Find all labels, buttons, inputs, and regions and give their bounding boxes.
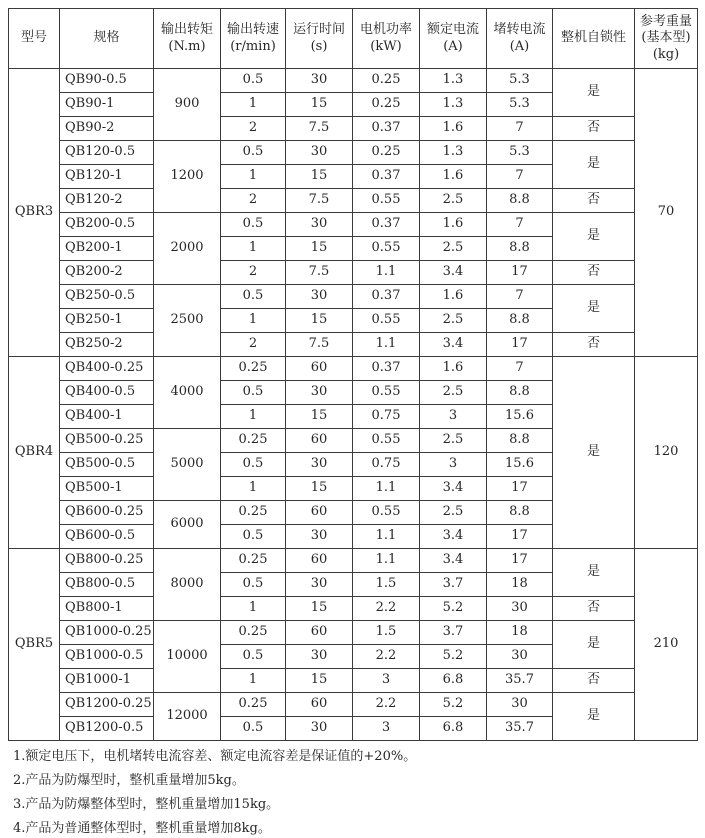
locked-current-cell: 17	[487, 525, 553, 549]
spec-cell: QB90-2	[60, 117, 154, 141]
col-header-self-lock	[553, 9, 635, 69]
power-cell: 0.55	[353, 381, 420, 405]
speed-cell: 0.25	[221, 501, 286, 525]
rated-current-cell: 1.3	[420, 69, 487, 93]
locked-current-cell: 8.8	[487, 189, 553, 213]
time-cell: 15	[286, 237, 353, 261]
col-header-torque	[154, 9, 221, 69]
table-header	[9, 9, 698, 69]
spec-cell: QB500-0.25	[60, 429, 154, 453]
speed-cell: 0.5	[221, 453, 286, 477]
time-cell: 30	[286, 573, 353, 597]
locked-current-cell: 30	[487, 597, 553, 621]
locked-current-cell: 7	[487, 285, 553, 309]
col-header-spec	[60, 9, 154, 69]
spec-cell: QB400-1	[60, 405, 154, 429]
speed-cell: 0.5	[221, 381, 286, 405]
weight-cell: 120	[635, 357, 698, 549]
time-cell: 60	[286, 357, 353, 381]
power-cell: 1.5	[353, 621, 420, 645]
col-header-time	[286, 9, 353, 69]
power-cell: 0.55	[353, 429, 420, 453]
time-cell: 7.5	[286, 189, 353, 213]
spec-cell: QB800-1	[60, 597, 154, 621]
self-lock-cell: 否	[553, 117, 635, 141]
weight-cell: 210	[635, 549, 698, 741]
power-cell: 0.37	[353, 357, 420, 381]
time-cell: 15	[286, 669, 353, 693]
table-row	[9, 333, 698, 357]
self-lock-cell: 是	[553, 549, 635, 597]
time-cell: 30	[286, 381, 353, 405]
power-cell: 1.1	[353, 477, 420, 501]
speed-cell: 2	[221, 117, 286, 141]
footnote-3: 3.产品为防爆整体型时，整机重量增加15kg。	[13, 797, 280, 812]
power-cell: 0.37	[353, 213, 420, 237]
self-lock-cell: 是	[553, 285, 635, 333]
table-row	[9, 69, 698, 93]
power-cell: 2.2	[353, 597, 420, 621]
col-header-weight-line: 参考重量	[639, 14, 692, 30]
self-lock-cell: 否	[553, 333, 635, 357]
rated-current-cell: 3	[420, 453, 487, 477]
spec-cell: QB400-0.5	[60, 381, 154, 405]
locked-current-cell: 7	[487, 357, 553, 381]
rated-current-cell: 5.2	[420, 693, 487, 717]
torque-cell: 12000	[154, 693, 221, 741]
spec-cell: QB1000-0.25	[60, 621, 154, 645]
locked-current-cell: 18	[487, 573, 553, 597]
table-row	[9, 357, 698, 381]
speed-cell: 0.5	[221, 717, 286, 741]
time-cell: 30	[286, 717, 353, 741]
locked-current-cell: 35.7	[487, 717, 553, 741]
torque-cell: 10000	[154, 621, 221, 693]
table-row	[9, 189, 698, 213]
power-cell: 2.2	[353, 693, 420, 717]
col-header-weight	[635, 9, 698, 69]
spec-cell: QB200-0.5	[60, 213, 154, 237]
locked-current-cell: 8.8	[487, 309, 553, 333]
col-header-spec-line: 规格	[93, 30, 120, 46]
spec-cell: QB90-1	[60, 93, 154, 117]
speed-cell: 0.25	[221, 357, 286, 381]
rated-current-cell: 1.6	[420, 357, 487, 381]
col-header-time-line: 运行时间	[292, 22, 345, 38]
power-cell: 0.55	[353, 309, 420, 333]
time-cell: 30	[286, 645, 353, 669]
col-header-speed	[221, 9, 286, 69]
locked-current-cell: 30	[487, 645, 553, 669]
self-lock-cell: 否	[553, 669, 635, 693]
time-cell: 30	[286, 213, 353, 237]
power-cell: 3	[353, 669, 420, 693]
time-cell: 60	[286, 621, 353, 645]
col-header-weight-line: (kg)	[652, 46, 680, 62]
table-row	[9, 285, 698, 309]
time-cell: 30	[286, 141, 353, 165]
speed-cell: 1	[221, 309, 286, 333]
torque-cell: 1200	[154, 141, 221, 213]
self-lock-cell: 是	[553, 141, 635, 189]
col-header-time-line: (s)	[310, 38, 328, 54]
speed-cell: 1	[221, 405, 286, 429]
rated-current-cell: 2.5	[420, 429, 487, 453]
speed-cell: 0.5	[221, 69, 286, 93]
speed-cell: 0.5	[221, 573, 286, 597]
speed-cell: 1	[221, 165, 286, 189]
col-header-locked-current	[487, 9, 553, 69]
time-cell: 60	[286, 501, 353, 525]
col-header-power	[353, 9, 420, 69]
speed-cell: 1	[221, 237, 286, 261]
rated-current-cell: 6.8	[420, 717, 487, 741]
spec-cell: QB1000-1	[60, 669, 154, 693]
header-row	[9, 9, 698, 69]
rated-current-cell: 5.2	[420, 597, 487, 621]
rated-current-cell: 3.7	[420, 573, 487, 597]
torque-cell: 2000	[154, 213, 221, 285]
col-header-rated-current	[420, 9, 487, 69]
col-header-weight-line: (基本型)	[641, 30, 691, 46]
power-cell: 1.1	[353, 333, 420, 357]
power-cell: 0.25	[353, 69, 420, 93]
spec-cell: QB800-0.25	[60, 549, 154, 573]
speed-cell: 0.5	[221, 285, 286, 309]
locked-current-cell: 8.8	[487, 429, 553, 453]
locked-current-cell: 35.7	[487, 669, 553, 693]
spec-cell: QB120-1	[60, 165, 154, 189]
speed-cell: 2	[221, 333, 286, 357]
speed-cell: 2	[221, 189, 286, 213]
power-cell: 0.75	[353, 453, 420, 477]
table-row	[9, 597, 698, 621]
rated-current-cell: 1.3	[420, 141, 487, 165]
locked-current-cell: 8.8	[487, 501, 553, 525]
rated-current-cell: 1.6	[420, 117, 487, 141]
time-cell: 15	[286, 309, 353, 333]
self-lock-cell: 否	[553, 597, 635, 621]
torque-cell: 900	[154, 69, 221, 141]
rated-current-cell: 5.2	[420, 645, 487, 669]
rated-current-cell: 2.5	[420, 381, 487, 405]
rated-current-cell: 2.5	[420, 237, 487, 261]
power-cell: 3	[353, 717, 420, 741]
rated-current-cell: 6.8	[420, 669, 487, 693]
spec-cell: QB500-0.5	[60, 453, 154, 477]
locked-current-cell: 17	[487, 261, 553, 285]
self-lock-cell: 是	[553, 69, 635, 117]
power-cell: 0.25	[353, 93, 420, 117]
time-cell: 7.5	[286, 261, 353, 285]
torque-cell: 8000	[154, 549, 221, 621]
power-cell: 0.55	[353, 501, 420, 525]
time-cell: 30	[286, 525, 353, 549]
speed-cell: 0.25	[221, 693, 286, 717]
rated-current-cell: 2.5	[420, 501, 487, 525]
locked-current-cell: 18	[487, 621, 553, 645]
rated-current-cell: 3.4	[420, 477, 487, 501]
col-header-locked-current-line: 堵转电流	[493, 22, 546, 38]
power-cell: 1.1	[353, 549, 420, 573]
speed-cell: 0.5	[221, 141, 286, 165]
power-cell: 1.5	[353, 573, 420, 597]
speed-cell: 0.5	[221, 645, 286, 669]
spec-cell: QB90-0.5	[60, 69, 154, 93]
model-cell: QBR3	[9, 69, 60, 357]
table-row	[9, 621, 698, 645]
power-cell: 0.37	[353, 165, 420, 189]
spec-cell: QB200-1	[60, 237, 154, 261]
time-cell: 30	[286, 453, 353, 477]
locked-current-cell: 5.3	[487, 69, 553, 93]
spec-cell: QB1200-0.5	[60, 717, 154, 741]
time-cell: 15	[286, 477, 353, 501]
locked-current-cell: 8.8	[487, 237, 553, 261]
spec-cell: QB250-1	[60, 309, 154, 333]
speed-cell: 1	[221, 93, 286, 117]
power-cell: 2.2	[353, 645, 420, 669]
locked-current-cell: 7	[487, 117, 553, 141]
footnote-4: 4.产品为普通整体型时，整机重量增加8kg。	[13, 821, 271, 836]
table-row	[9, 117, 698, 141]
time-cell: 7.5	[286, 117, 353, 141]
spec-cell: QB600-0.5	[60, 525, 154, 549]
torque-cell: 5000	[154, 429, 221, 501]
col-header-self-lock-line: 整机自锁性	[560, 30, 626, 46]
col-header-rated-current-line: 额定电流	[426, 22, 479, 38]
model-cell: QBR4	[9, 357, 60, 549]
time-cell: 15	[286, 405, 353, 429]
weight-cell: 70	[635, 69, 698, 357]
spec-cell: QB200-2	[60, 261, 154, 285]
power-cell: 0.75	[353, 405, 420, 429]
time-cell: 15	[286, 165, 353, 189]
table-row	[9, 693, 698, 717]
locked-current-cell: 15.6	[487, 453, 553, 477]
rated-current-cell: 3.4	[420, 333, 487, 357]
col-header-speed-line: (r/min)	[230, 38, 276, 54]
table-row	[9, 669, 698, 693]
table-row	[9, 141, 698, 165]
self-lock-cell: 否	[553, 189, 635, 213]
power-cell: 1.1	[353, 525, 420, 549]
spec-table	[8, 8, 698, 741]
locked-current-cell: 7	[487, 213, 553, 237]
footnotes	[8, 745, 705, 838]
spec-cell: QB250-2	[60, 333, 154, 357]
power-cell: 1.1	[353, 261, 420, 285]
self-lock-cell: 否	[553, 261, 635, 285]
col-header-torque-line: 输出转矩	[160, 22, 213, 38]
spec-cell: QB1000-0.5	[60, 645, 154, 669]
locked-current-cell: 17	[487, 333, 553, 357]
spec-cell: QB250-0.5	[60, 285, 154, 309]
table-body	[9, 69, 698, 741]
torque-cell: 6000	[154, 501, 221, 549]
speed-cell: 1	[221, 597, 286, 621]
spec-cell: QB800-0.5	[60, 573, 154, 597]
speed-cell: 0.25	[221, 429, 286, 453]
rated-current-cell: 3.7	[420, 621, 487, 645]
locked-current-cell: 17	[487, 549, 553, 573]
speed-cell: 1	[221, 669, 286, 693]
col-header-model-line: 型号	[20, 30, 47, 46]
self-lock-cell: 是	[553, 357, 635, 549]
speed-cell: 1	[221, 477, 286, 501]
table-row	[9, 213, 698, 237]
rated-current-cell: 1.6	[420, 165, 487, 189]
power-cell: 0.37	[353, 285, 420, 309]
locked-current-cell: 5.3	[487, 93, 553, 117]
rated-current-cell: 3	[420, 405, 487, 429]
locked-current-cell: 15.6	[487, 405, 553, 429]
rated-current-cell: 2.5	[420, 309, 487, 333]
speed-cell: 2	[221, 261, 286, 285]
spec-cell: QB1200-0.25	[60, 693, 154, 717]
spec-cell: QB600-0.25	[60, 501, 154, 525]
power-cell: 0.25	[353, 141, 420, 165]
rated-current-cell: 3.4	[420, 549, 487, 573]
col-header-model	[9, 9, 60, 69]
rated-current-cell: 3.4	[420, 525, 487, 549]
time-cell: 60	[286, 549, 353, 573]
spec-cell: QB500-1	[60, 477, 154, 501]
locked-current-cell: 30	[487, 693, 553, 717]
rated-current-cell: 1.3	[420, 93, 487, 117]
time-cell: 30	[286, 69, 353, 93]
speed-cell: 0.5	[221, 525, 286, 549]
footnote-2: 2.产品为防爆型时，整机重量增加5kg。	[13, 773, 245, 788]
spec-cell: QB120-2	[60, 189, 154, 213]
rated-current-cell: 1.6	[420, 285, 487, 309]
locked-current-cell: 7	[487, 165, 553, 189]
speed-cell: 0.25	[221, 549, 286, 573]
torque-cell: 4000	[154, 357, 221, 429]
locked-current-cell: 8.8	[487, 381, 553, 405]
col-header-power-line: (kW)	[370, 38, 402, 54]
col-header-speed-line: 输出转速	[226, 22, 279, 38]
table-row	[9, 261, 698, 285]
power-cell: 0.55	[353, 237, 420, 261]
spec-cell: QB400-0.25	[60, 357, 154, 381]
col-header-power-line: 电机功率	[359, 22, 412, 38]
table-row	[9, 549, 698, 573]
self-lock-cell: 是	[553, 693, 635, 741]
self-lock-cell: 是	[553, 213, 635, 261]
col-header-torque-line: (N.m)	[168, 38, 206, 54]
self-lock-cell: 是	[553, 621, 635, 669]
spec-cell: QB120-0.5	[60, 141, 154, 165]
torque-cell: 2500	[154, 285, 221, 357]
time-cell: 7.5	[286, 333, 353, 357]
power-cell: 0.55	[353, 189, 420, 213]
locked-current-cell: 5.3	[487, 141, 553, 165]
time-cell: 15	[286, 597, 353, 621]
col-header-locked-current-line: (A)	[509, 38, 530, 54]
col-header-rated-current-line: (A)	[443, 38, 463, 54]
model-cell: QBR5	[9, 549, 60, 741]
rated-current-cell: 2.5	[420, 189, 487, 213]
footnote-1: 1.额定电压下，电机堵转电流容差、额定电流容差是保证值的+20%。	[13, 749, 417, 764]
rated-current-cell: 3.4	[420, 261, 487, 285]
time-cell: 60	[286, 429, 353, 453]
speed-cell: 0.25	[221, 621, 286, 645]
rated-current-cell: 1.6	[420, 213, 487, 237]
time-cell: 15	[286, 93, 353, 117]
locked-current-cell: 17	[487, 477, 553, 501]
time-cell: 60	[286, 693, 353, 717]
speed-cell: 0.5	[221, 213, 286, 237]
time-cell: 30	[286, 285, 353, 309]
power-cell: 0.37	[353, 117, 420, 141]
